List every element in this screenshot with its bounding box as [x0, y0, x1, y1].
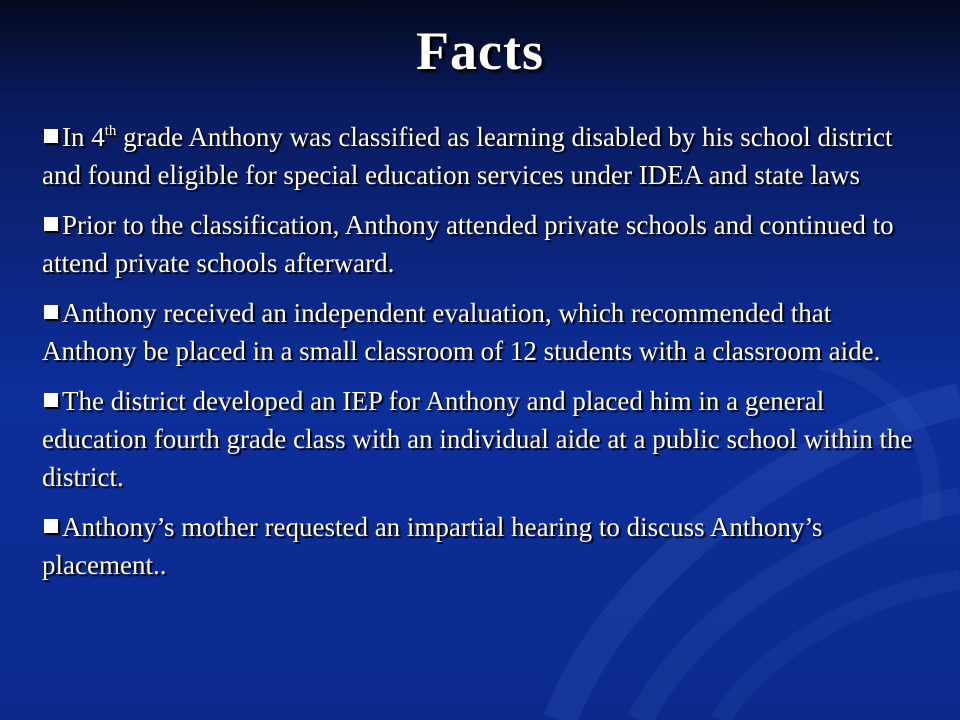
square-bullet-icon — [44, 393, 58, 407]
square-bullet-icon — [44, 519, 58, 533]
bullet-text: Prior to the classification, Anthony attended private schools and continued to attend private schools afterward. — [42, 210, 894, 278]
square-bullet-icon — [44, 305, 58, 319]
bullet-item-3 — [42, 294, 922, 370]
bullet-item-4 — [42, 382, 922, 496]
bullet-text: Anthony’s mother requested an impartial hearing to discuss Anthony’s placement.. — [42, 512, 823, 580]
square-bullet-icon — [44, 217, 58, 231]
bullet-item-2 — [42, 206, 922, 282]
ordinal-superscript: th — [104, 123, 117, 139]
bullet-item-5 — [42, 508, 922, 584]
bullet-item-1 — [42, 118, 922, 194]
swirl-curve-3 — [720, 580, 960, 720]
bullet-text: grade Anthony was classified as learning disabled by his school district and found eligible for special education services under IDEA and state laws — [42, 122, 893, 190]
bullet-text: Anthony received an independent evaluation, which recommended that Anthony be placed in a small classroom of 12 students with a classroom aide. — [42, 298, 881, 366]
slide-title: Facts — [416, 21, 544, 81]
bullet-text: The district developed an IEP for Anthony and placed him in a general education fourth grade class with an individual aide at a public school within the district. — [42, 386, 913, 492]
bullet-list — [42, 118, 922, 596]
bullet-text-prefix: In 4 — [62, 122, 105, 152]
square-bullet-icon — [44, 129, 58, 143]
